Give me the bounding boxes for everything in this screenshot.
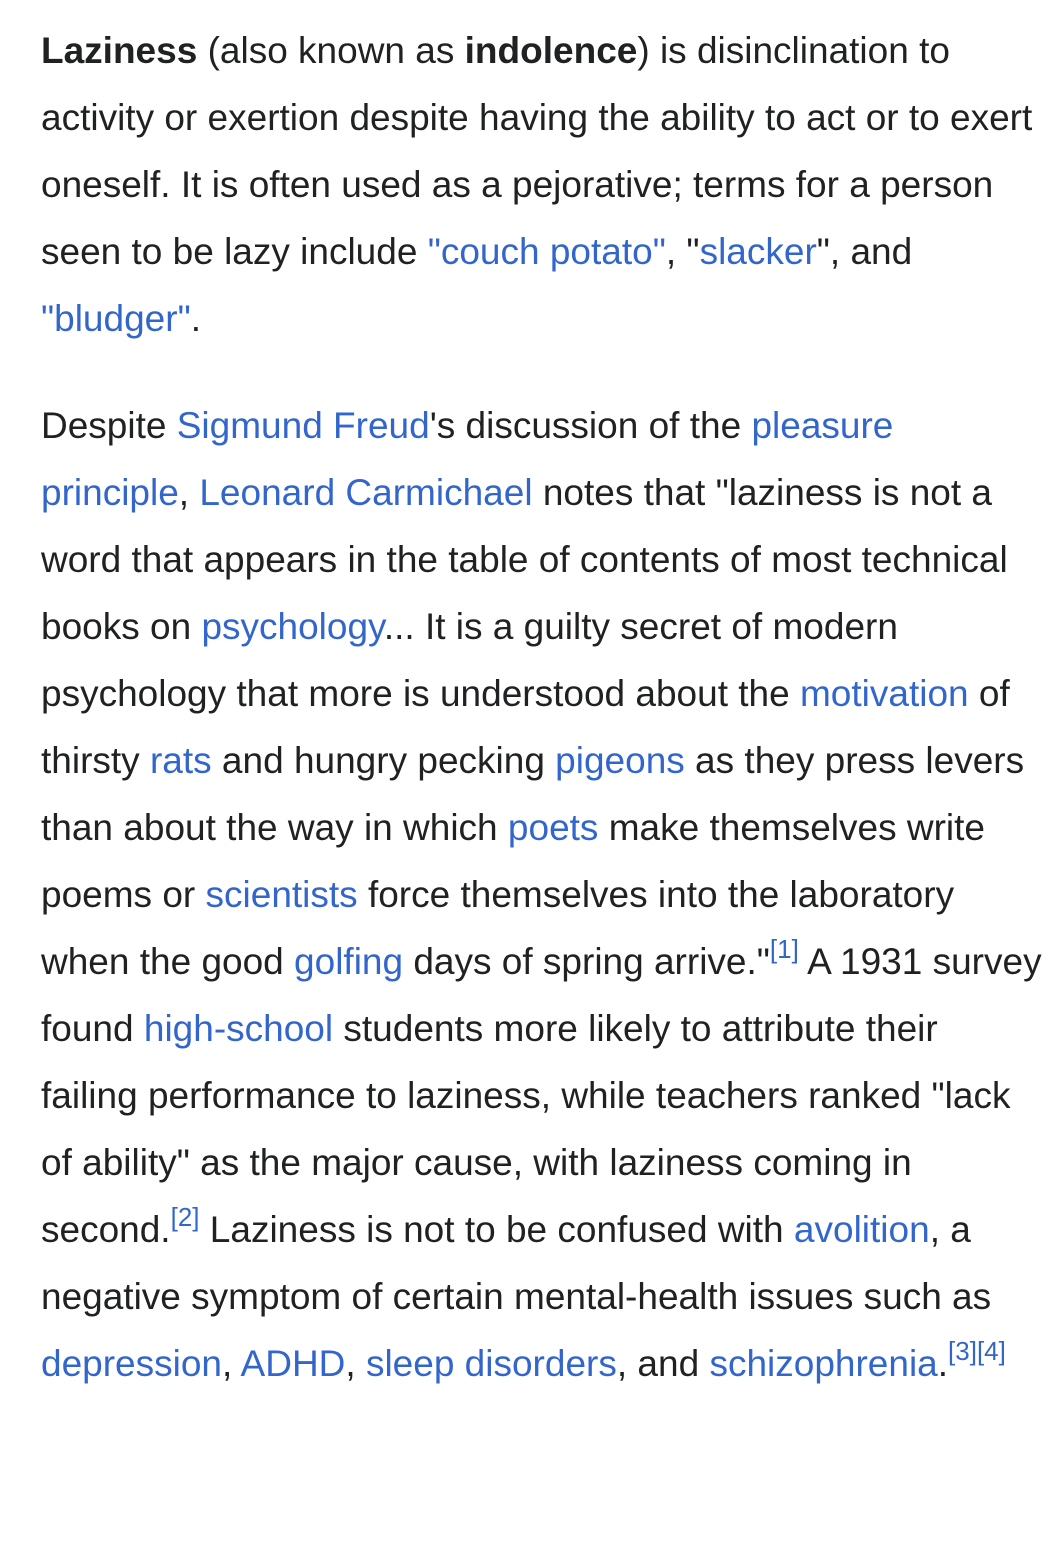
body-text: days of spring arrive." — [403, 941, 770, 982]
article-link[interactable]: sleep disorders — [365, 1343, 617, 1384]
body-text: , — [222, 1343, 241, 1384]
citation-link[interactable]: [1] — [769, 933, 799, 964]
body-text: students more likely to attribute their failing performance to laziness, while teachers ranked "lack of ability" as the major cause, with laziness coming in second. — [41, 1008, 1011, 1250]
article-link[interactable]: depression — [41, 1343, 223, 1384]
body-text: notes that "laziness is not a word that appears in the table of contents of most technical books on — [41, 472, 1008, 647]
bold-term: indolence — [464, 30, 638, 71]
body-text: A 1931 survey found — [41, 941, 1042, 1049]
body-text: Laziness is not to be confused with — [199, 1209, 794, 1250]
body-text: 's discussion of the — [429, 405, 752, 446]
article-link[interactable]: slacker — [699, 231, 817, 272]
article-link[interactable]: psychology — [201, 606, 384, 647]
article-paragraph — [41, 17, 1044, 352]
article-link[interactable]: pigeons — [555, 740, 685, 781]
article-link[interactable]: avolition — [793, 1209, 930, 1250]
body-text: ... It is a guilty secret of modern psychology that more is understood about the — [41, 606, 898, 714]
article-link[interactable]: rats — [149, 740, 212, 781]
article-link[interactable]: schizophrenia — [709, 1343, 938, 1384]
article-link[interactable]: scientists — [205, 874, 358, 915]
article-link[interactable]: ADHD — [240, 1343, 346, 1384]
bold-term: Laziness — [41, 30, 198, 71]
body-text: , — [345, 1343, 366, 1384]
article-link[interactable]: pleasure principle — [41, 405, 894, 513]
body-text: . — [937, 1343, 949, 1384]
article-link[interactable]: golfing — [294, 941, 404, 982]
citation-link[interactable]: [2] — [170, 1201, 200, 1232]
body-text: as they press levers than about the way in which — [41, 740, 1025, 848]
citation-link[interactable]: [3] — [948, 1335, 977, 1366]
body-text: , and — [616, 1343, 710, 1384]
article-link[interactable]: motivation — [799, 673, 969, 714]
article-link[interactable]: poets — [507, 807, 599, 848]
body-text: and hungry pecking — [211, 740, 556, 781]
body-text: . — [190, 298, 201, 339]
article-link[interactable]: Sigmund Freud — [176, 405, 430, 446]
body-text: Despite — [41, 405, 177, 446]
citation-link[interactable]: [4] — [976, 1335, 1006, 1366]
body-text: make themselves write poems or — [41, 807, 986, 915]
body-text: , — [178, 472, 200, 513]
article-paragraph — [41, 392, 1044, 1397]
body-text: (also known as — [197, 30, 465, 71]
body-text: , a negative symptom of certain mental-health issues such as — [41, 1209, 992, 1317]
article-link[interactable]: "couch potato" — [427, 231, 666, 272]
article-link[interactable]: Leonard Carmichael — [199, 472, 533, 513]
body-text: of thirsty — [41, 673, 1010, 781]
body-text: , " — [665, 231, 700, 272]
body-text: ) is disinclination to activity or exertion despite having the ability to act or to exert oneself. It is often used as a pejorative; terms for a person seen to be lazy include — [41, 30, 1033, 272]
body-text: ", and — [816, 231, 913, 272]
body-text: force themselves into the laboratory when the good — [41, 874, 955, 982]
article-link[interactable]: high-school — [143, 1008, 334, 1049]
article-link[interactable]: "bludger" — [41, 298, 191, 339]
